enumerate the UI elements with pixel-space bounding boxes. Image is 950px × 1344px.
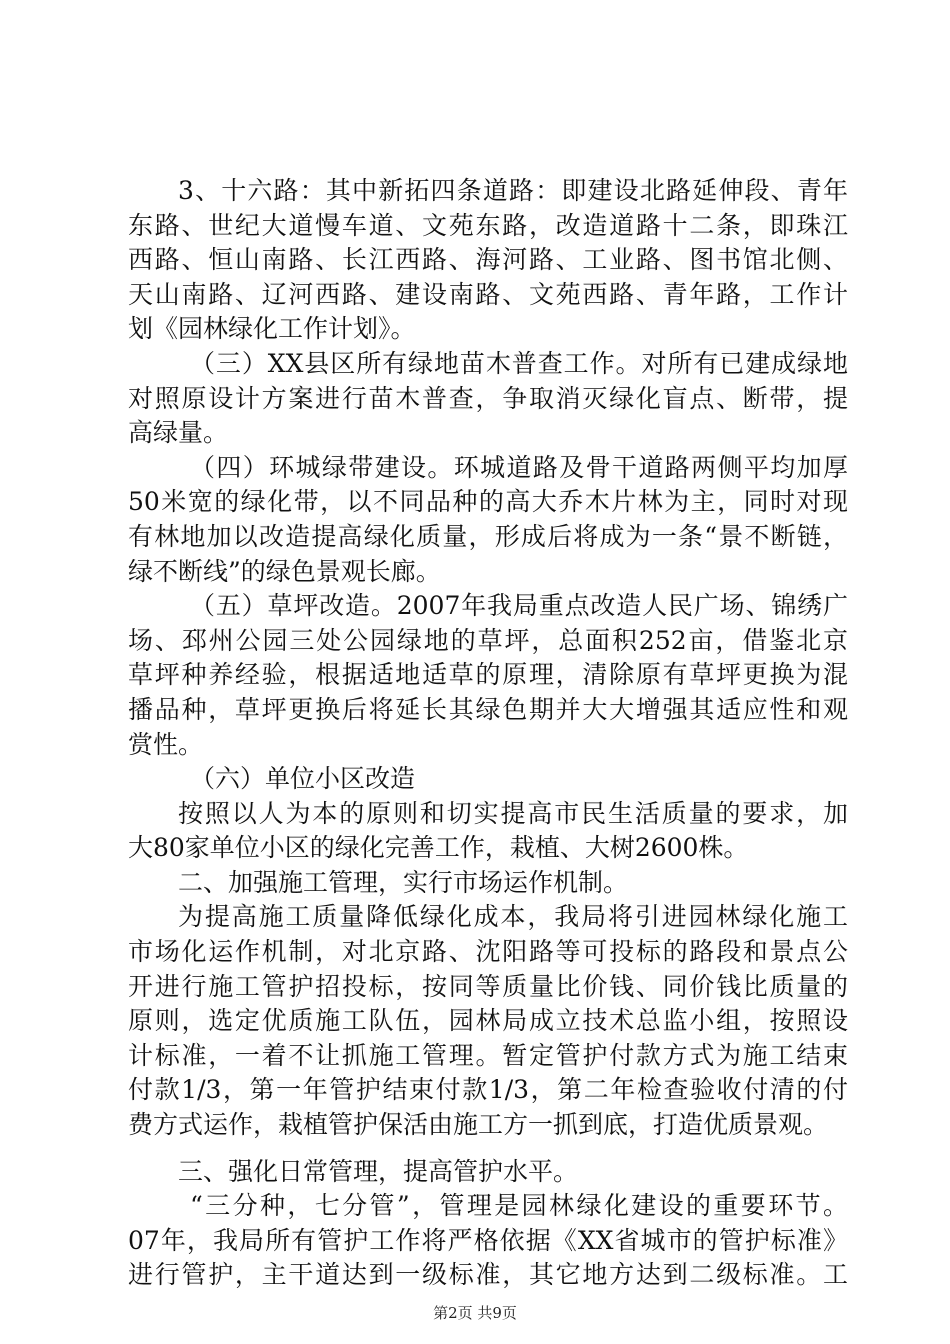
text-line: “三分种，七分管”，管理是园林绿化建设的重要环节。 xyxy=(190,1191,848,1221)
text-line: 有林地加以改造提高绿化质量，形成后将成为一条“景不断链， xyxy=(128,521,848,551)
text-line: 3、十六路：其中新拓四条道路：即建设北路延伸段、青年 xyxy=(178,176,848,205)
text-line: 对照原设计方案进行苗木普查，争取消灭绿化盲点、断带，提 xyxy=(128,383,848,413)
text-line: 草坪种养经验，根据适地适草的原理，清除原有草坪更换为混 xyxy=(128,660,848,690)
body-text xyxy=(128,174,848,1293)
paragraph-block-section-three xyxy=(128,1155,848,1293)
text-line: 三、强化日常管理，提高管护水平。 xyxy=(178,1156,579,1186)
text-line: 开进行施工管护招投标，按同等质量比价钱、同价钱比质量的 xyxy=(128,971,848,1001)
text-line: 赏性。 xyxy=(128,729,204,759)
text-line: 二、加强施工管理，实行市场运作机制。 xyxy=(178,867,629,897)
text-line: 西路、恒山南路、长江西路、海河路、工业路、图书馆北侧、 xyxy=(128,245,848,275)
text-line: 播品种，草坪更换后将延长其绿色期并大大增强其适应性和观 xyxy=(128,694,848,724)
text-line: 为提高施工质量降低绿化成本，我局将引进园林绿化施工 xyxy=(178,902,848,932)
text-line: 高绿量。 xyxy=(128,418,229,448)
text-line: 市场化运作机制，对北京路、沈阳路等可投标的路段和景点公 xyxy=(128,937,848,967)
text-line: 50米宽的绿化带，以不同品种的高大乔木片林为主，同时对现 xyxy=(128,487,848,517)
text-line: 原则，选定优质施工队伍，园林局成立技术总监小组，按照设 xyxy=(128,1006,848,1036)
text-line: 按照以人为本的原则和切实提高市民生活质量的要求，加 xyxy=(178,798,848,828)
text-line: 绿不断线”的绿色景观长廊。 xyxy=(128,556,441,586)
paragraph-gap xyxy=(128,1143,848,1155)
text-line: 计标准，一着不让抓施工管理。暂定管护付款方式为施工结束 xyxy=(128,1040,848,1070)
text-line: 进行管护，主干道达到一级标准，其它地方达到二级标准。工 xyxy=(128,1260,848,1290)
text-line: 场、邳州公园三处公园绿地的草坪，总面积252亩，借鉴北京 xyxy=(128,625,848,655)
text-line: 付款1/3，第一年管护结束付款1/3，第二年检查验收付清的付 xyxy=(128,1075,848,1105)
text-line: （五）草坪改造。2007年我局重点改造人民广场、锦绣广 xyxy=(190,591,848,621)
text-line: （六）单位小区改造 xyxy=(190,764,416,794)
text-line: 东路、世纪大道慢车道、文苑东路，改造道路十二条，即珠江 xyxy=(128,210,848,240)
text-line: 07年，我局所有管护工作将严格依据《XX省城市的管护标准》 xyxy=(128,1225,848,1255)
text-line: 费方式运作，栽植管护保活由施工方一抓到底，打造优质景观。 xyxy=(128,1110,829,1140)
text-line: （三）XX县区所有绿地苗木普查工作。对所有已建成绿地 xyxy=(190,348,848,378)
text-line: （四）环城绿带建设。环城道路及骨干道路两侧平均加厚 xyxy=(190,452,848,482)
text-line: 大80家单位小区的绿化完善工作，栽植、大树2600株。 xyxy=(128,833,749,863)
text-line: 天山南路、辽河西路、建设南路、文苑西路、青年路，工作计 xyxy=(128,279,848,309)
text-line: 划《园林绿化工作计划》。 xyxy=(128,314,416,344)
paragraph-block-main xyxy=(128,174,848,1143)
page-footer: 第2页 共9页 xyxy=(433,1304,517,1322)
